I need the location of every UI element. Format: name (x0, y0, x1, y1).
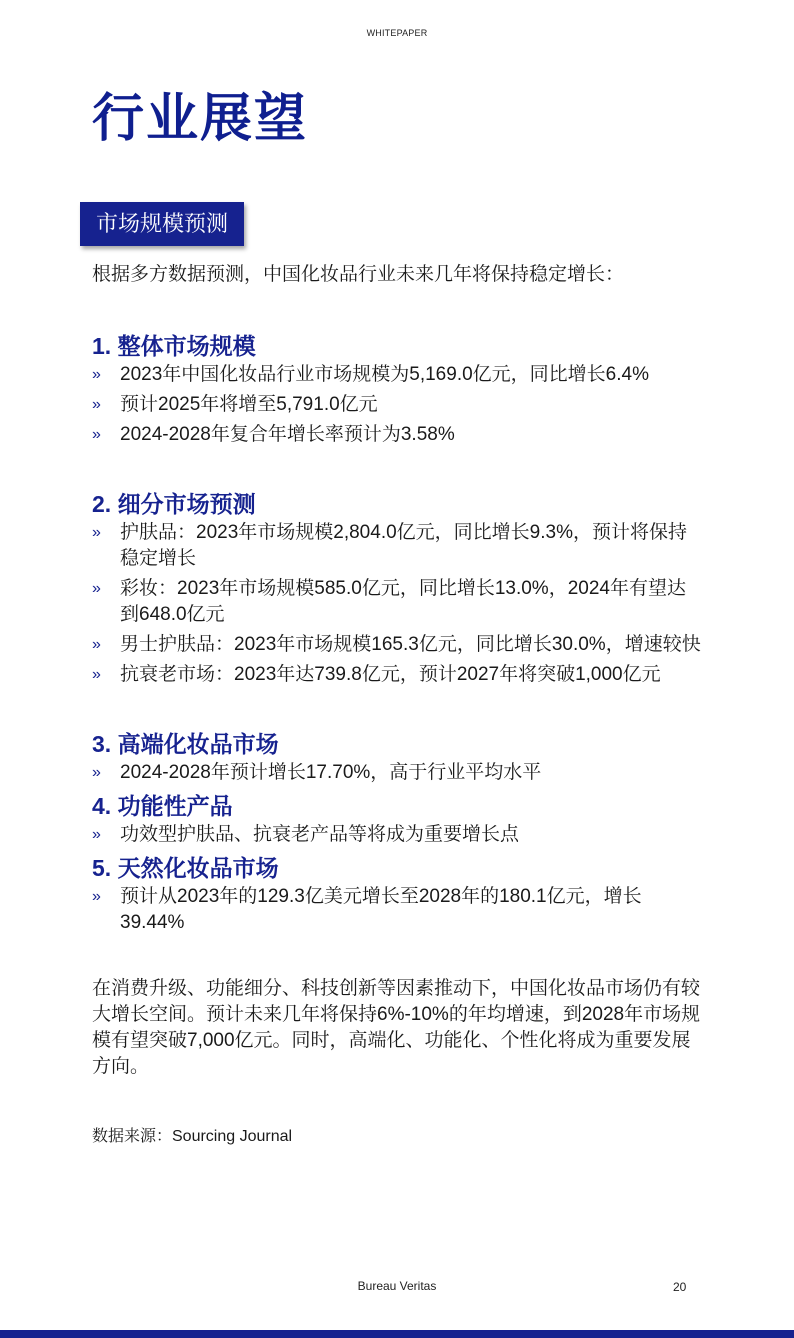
list-item (92, 576, 704, 628)
footer-company: Bureau Veritas (357, 1279, 437, 1293)
list-item (92, 662, 704, 688)
bullet-icon: » (92, 426, 101, 443)
bullet-icon: » (92, 666, 101, 683)
list-item-text: 预计从2023年的129.3亿美元增长至2028年的180.1亿元，增长39.44% (120, 886, 642, 933)
list-item-text: 抗衰老市场：2023年达739.8亿元，预计2027年将突破1,000亿元 (120, 664, 661, 685)
bullet-icon: » (92, 366, 101, 383)
section-list-overall-market (92, 362, 704, 448)
section-list-segment-forecast (92, 520, 704, 688)
bullet-icon: » (92, 826, 101, 843)
list-item (92, 520, 704, 572)
section-heading-premium-market: 3. 高端化妆品市场 (92, 731, 279, 757)
list-item (92, 362, 704, 388)
page-number: 20 (673, 1280, 687, 1294)
list-item-text: 2024-2028年复合年增长率预计为3.58% (120, 424, 455, 445)
list-item-text: 预计2025年将增至5,791.0亿元 (120, 394, 378, 415)
footer-bar (0, 1330, 794, 1338)
bullet-icon: » (92, 580, 101, 597)
bullet-icon: » (92, 636, 101, 653)
summary-paragraph: 在消费升级、功能细分、科技创新等因素推动下，中国化妆品市场仍有较大增长空间。预计未来几年将保持6%-10%的年均增速，到2028年市场规模有望突破7,000亿元。同时，高端化、功能化、个性化将成为重要发展方向。 (92, 978, 701, 1077)
list-item-text: 男士护肤品：2023年市场规模165.3亿元，同比增长30.0%，增速较快 (120, 634, 701, 655)
list-item-text: 2023年中国化妆品行业市场规模为5,169.0亿元，同比增长6.4% (120, 364, 649, 385)
list-item-text: 护肤品：2023年市场规模2,804.0亿元，同比增长9.3%，预计将保持稳定增长 (120, 522, 687, 569)
section-list-functional-products (92, 822, 704, 848)
list-item-text: 2024-2028年预计增长17.70%，高于行业平均水平 (120, 762, 542, 783)
page-title: 行业展望 (92, 90, 309, 148)
data-source: 数据来源：Sourcing Journal (92, 1128, 293, 1145)
list-item (92, 422, 704, 448)
section-heading-natural-cosmetics: 5. 天然化妆品市场 (92, 855, 279, 881)
section-list-natural-cosmetics (92, 884, 704, 936)
section-heading-segment-forecast: 2. 细分市场预测 (92, 491, 256, 517)
section-tag: 市场规模预测 (80, 202, 244, 246)
intro-text: 根据多方数据预测，中国化妆品行业未来几年将保持稳定增长： (92, 264, 625, 285)
content-body (92, 262, 704, 1150)
header-label: WHITEPAPER (366, 28, 428, 38)
bullet-icon: » (92, 764, 101, 781)
list-item (92, 884, 704, 936)
section-list-premium-market (92, 760, 704, 786)
section-heading-overall-market: 1. 整体市场规模 (92, 333, 256, 359)
list-item (92, 392, 704, 418)
section-heading-functional-products: 4. 功能性产品 (92, 793, 233, 819)
bullet-icon: » (92, 396, 101, 413)
list-item (92, 760, 704, 786)
bullet-icon: » (92, 524, 101, 541)
list-item-text: 彩妆：2023年市场规模585.0亿元，同比增长13.0%，2024年有望达到648.0亿元 (120, 578, 686, 625)
list-item (92, 632, 704, 658)
list-item-text: 功效型护肤品、抗衰老产品等将成为重要增长点 (120, 824, 520, 845)
bullet-icon: » (92, 888, 101, 905)
list-item (92, 822, 704, 848)
